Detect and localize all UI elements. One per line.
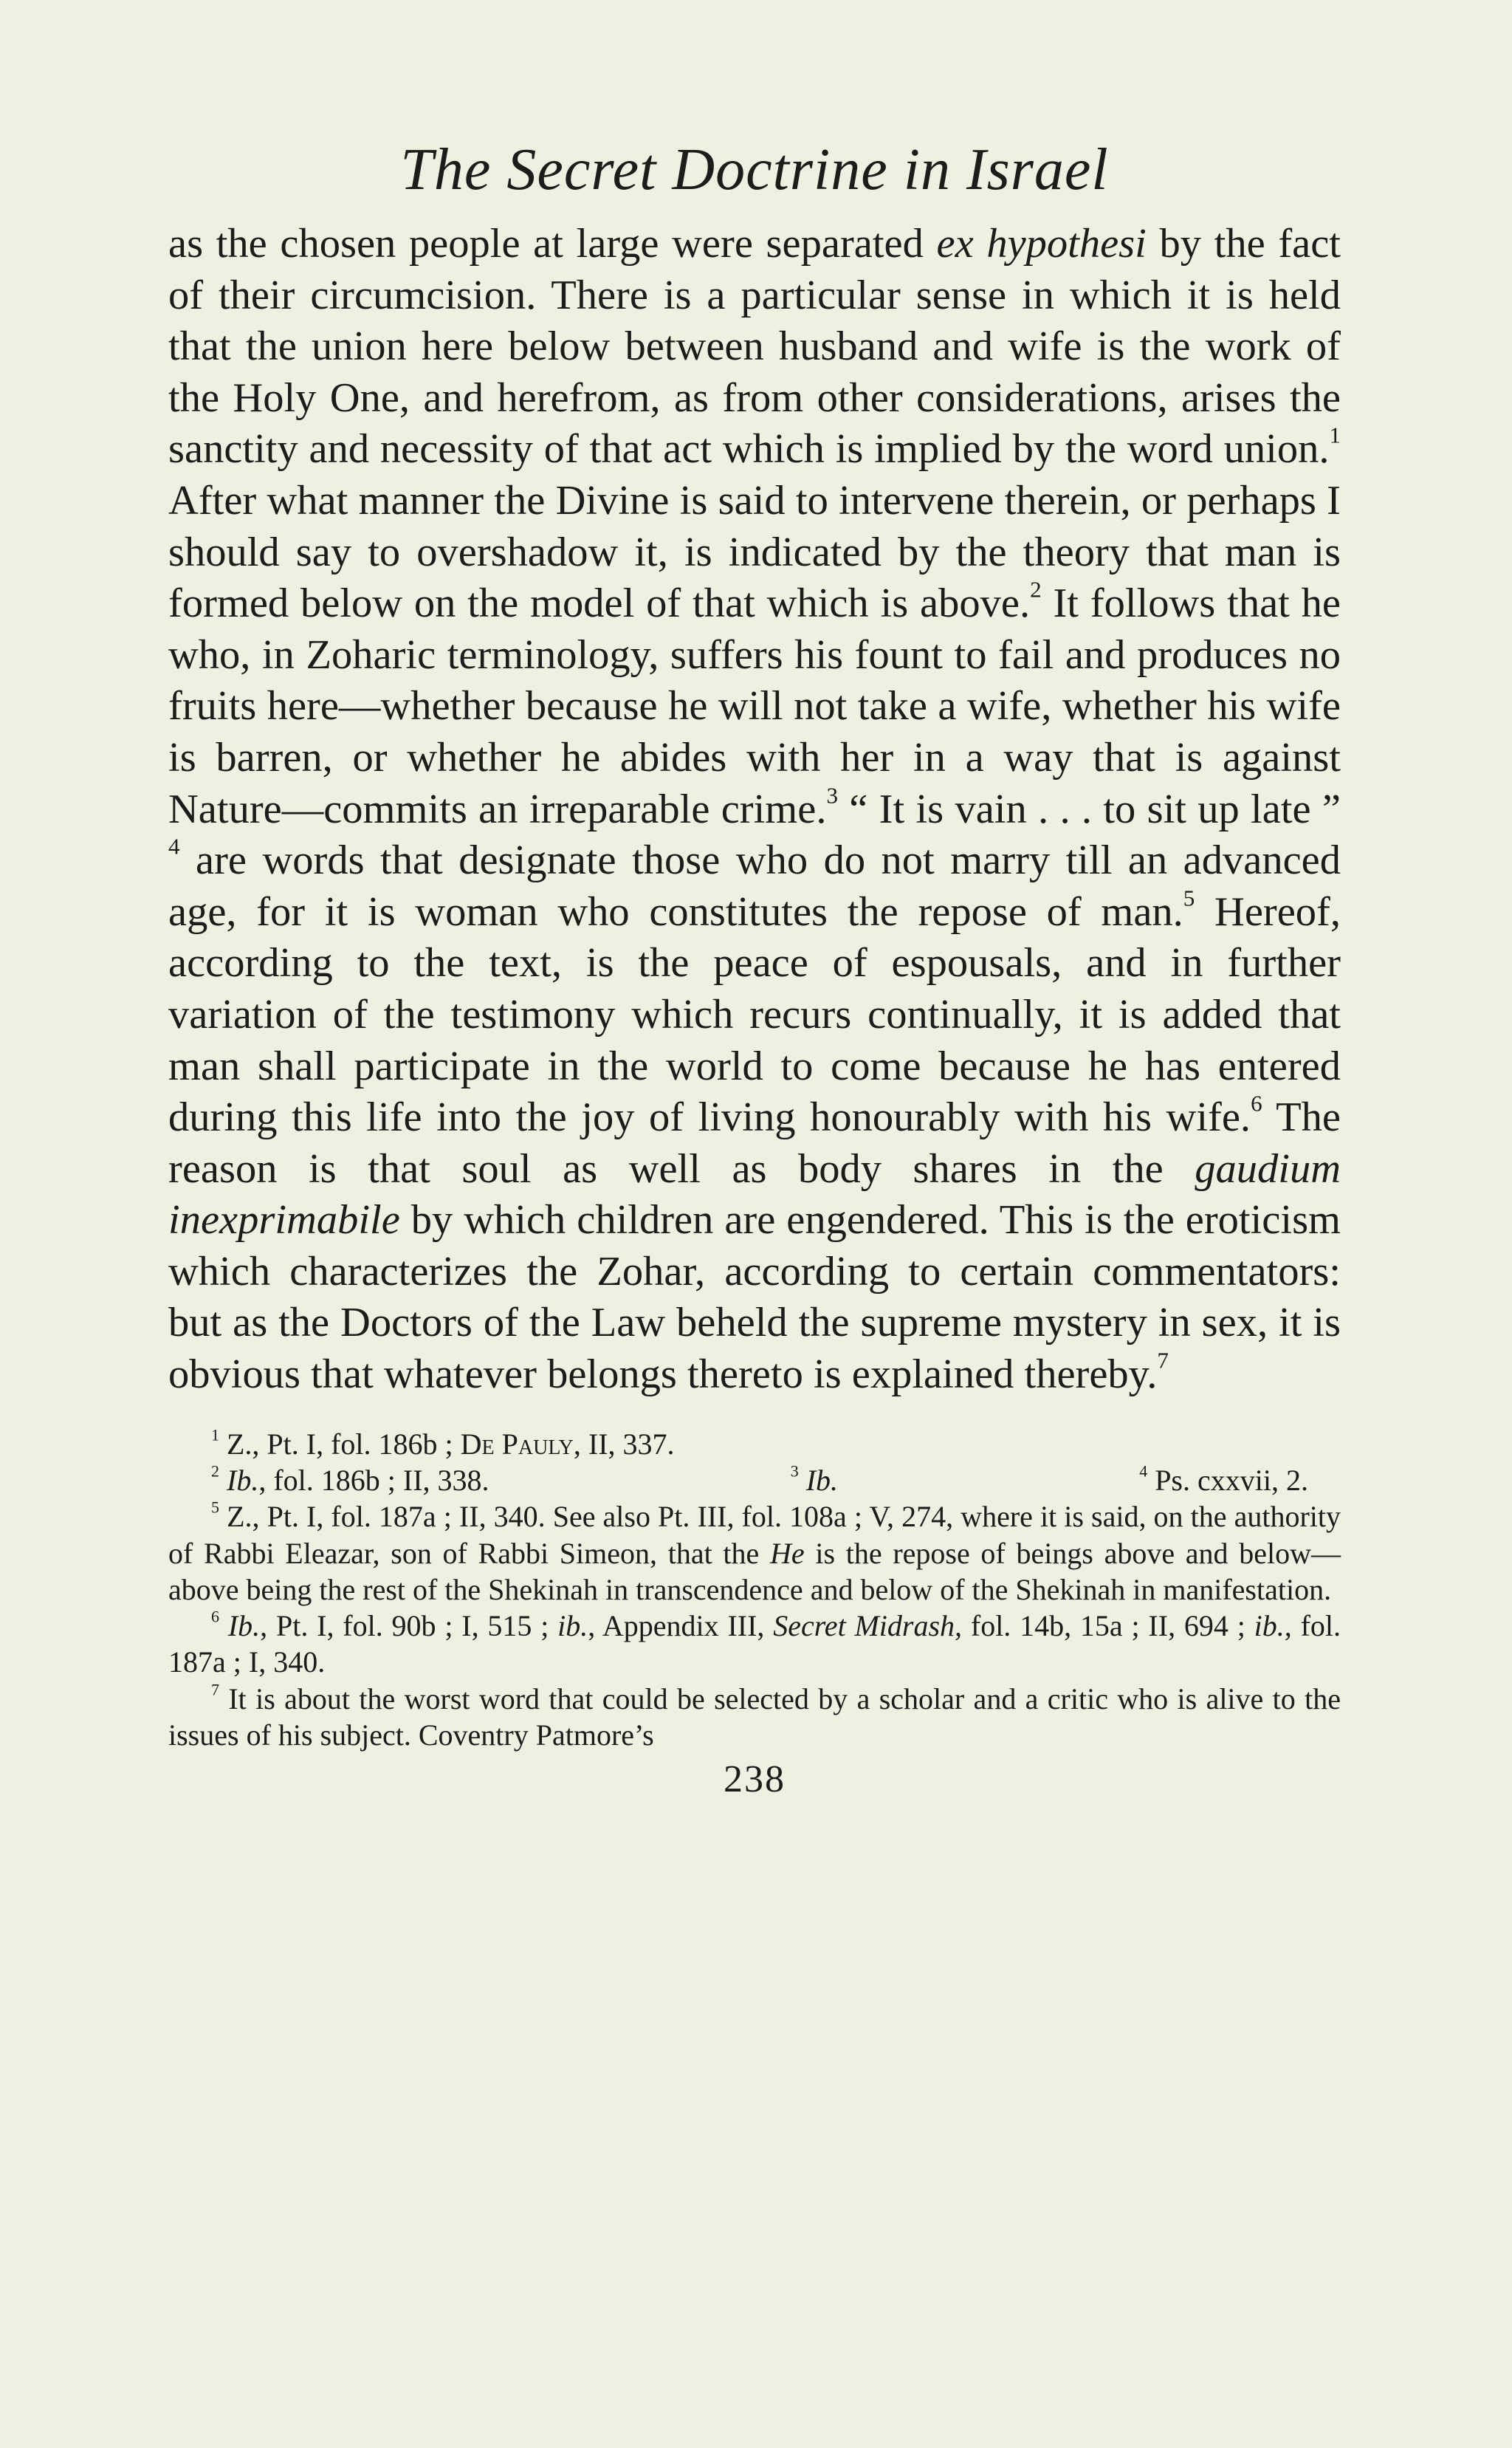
footnote-row-2-4 bbox=[168, 1462, 1341, 1498]
footnote-7: $^7$ It is about the worst word that could be selected by a scholar and a critic who is alive to the issues of his subject. Coventry Patmore’s bbox=[168, 1680, 1341, 1752]
body-paragraph: as the chosen people at large were separated ex hypothesi by the fact of their circumcision. There is a particular sense in which it is held that the union here below between husband and wife is the work of the Holy One, and herefrom, as from other considerations, arises the sanctity and necessity of that act which is implied by the word union.$^1$ After what manner the Divine is said to intervene therein, or perhaps I should say to overshadow it, is indicated by the theory that man is formed below on the model of that which is above.$^2$ It follows that he who, in Zoharic terminology, suffers his fount to fail and produces no fruits here—whether because he will not take a wife, whether his wife is barren, or whether he abides with her in a way that is against Nature—commits an irreparable crime.$^3$ “ It is vain . . . to sit up late ” $^4$ are words that designate those who do not marry till an advanced age, for it is woman who constitutes the repose of man.$^5$ Hereof, according to the text, is the peace of espousals, and in further variation of the testimony which recurs continually, it is added that man shall participate in the world to come because he has entered during this life into the joy of living honourably with his wife.$^6$ The reason is that soul as well as body shares in the gaudium inexprimabile by which children are engendered. This is the eroticism which characterizes the Zohar, according to certain commentators: but as the Doctors of the Law beheld the supreme mystery in sex, it is obvious that whatever belongs thereto is explained thereby.$^7$ bbox=[168, 221, 1341, 1398]
footnote-5: $^5$ Z., Pt. I, fol. 187a ; II, 340. See also Pt. III, fol. 108a ; V, 274, where it is said, on the authority of Rabbi Eleazar, son of Rabbi Simeon, that the He is the repose of beings above and below—above being the rest of the Shekinah in transcendence and below of the Shekinah in manifestation. bbox=[168, 1498, 1341, 1606]
running-head: The Secret Doctrine in Israel bbox=[400, 137, 1109, 202]
note-ref: 4 bbox=[168, 833, 180, 860]
footnote-3: $^3$ Ib. bbox=[790, 1461, 839, 1497]
footnote-1: $^1$ Z., Pt. I, fol. 186b ; De Pauly, II, 337. bbox=[211, 1424, 675, 1461]
note-ref: 6 bbox=[1251, 1090, 1262, 1117]
note-ref: 1 bbox=[1329, 422, 1341, 448]
page-number: 238 bbox=[724, 1758, 786, 1801]
footnotes bbox=[168, 1426, 1341, 1754]
note-ref: 3 bbox=[826, 782, 838, 809]
note-ref: 2 bbox=[1030, 576, 1042, 603]
page bbox=[168, 137, 1341, 1801]
footnote-6: $^6$ Ib., Pt. I, fol. 90b ; I, 515 ; ib., Appendix III, Secret Midrash, fol. 14b, 15a ; II, 694 ; ib., fol. 187a ; I, 340. bbox=[168, 1607, 1341, 1679]
footnote-4: $^4$ Ps. cxxvii, 2. bbox=[1139, 1461, 1308, 1497]
note-ref: 7 bbox=[1157, 1347, 1169, 1374]
footnote-2: $^2$ Ib., fol. 186b ; II, 338. bbox=[211, 1461, 489, 1497]
note-ref: 5 bbox=[1183, 885, 1195, 911]
